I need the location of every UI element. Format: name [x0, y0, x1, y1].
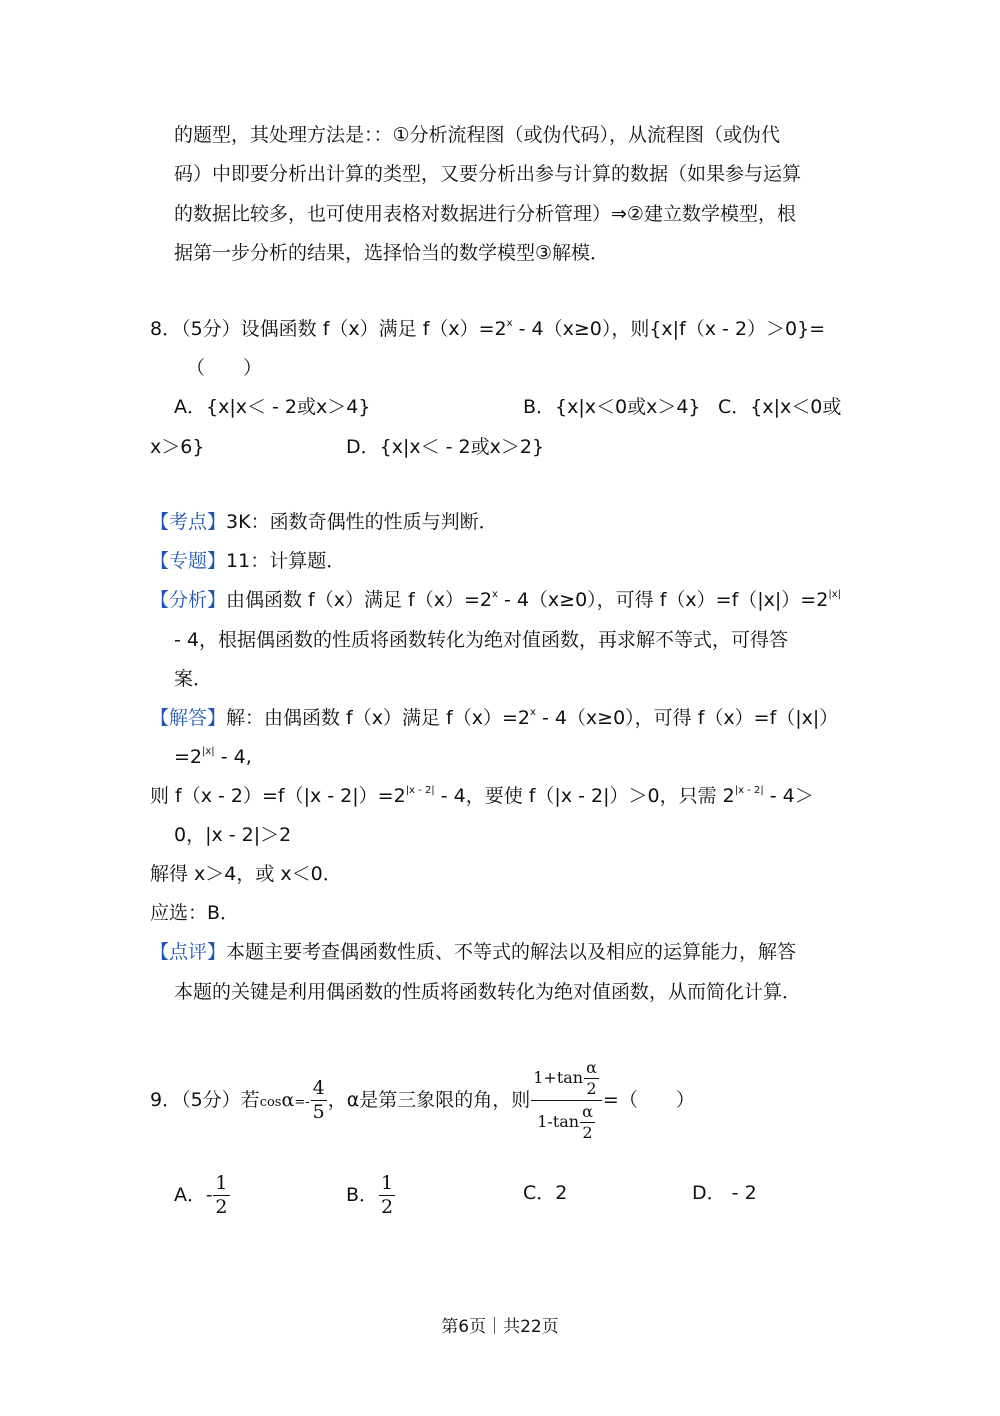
q8-dianping-line-2: 本题的关键是利用偶函数的性质将函数转化为绝对值函数，从而简化计算．: [174, 981, 802, 1003]
q8-jieda-line-2: $=2^{|x|} - 4$,: [174, 746, 252, 768]
q8-jieda-line-3: 则 $f(x - 2)=f(|x - 2|)=2^{|x - 2|} - 4$，要使 f（|x - 2|）＞0，只需 $2^{|x - 2|} - 4>$: [150, 785, 814, 807]
q8-option-c-continued: x＞6}: [150, 436, 205, 458]
q8-dianping: 【点评】本题主要考查偶函数性质、不等式的解法以及相应的运算能力，解答: [150, 941, 797, 963]
dianping-tag: 【点评】: [150, 941, 227, 963]
cos-label: cos: [259, 1095, 282, 1110]
q8-jieda: 【解答】解：由偶函数 f（x）满足 $f(x)=2^x - 4(x\ge 0)$，可得 f（x）=f（|x|）: [150, 707, 839, 729]
q8-stem: 8．（5分）设偶函数 f（x）满足 $f(x)=2^x - 4(x\ge 0)$，则{x|f（x - 2）＞0}=: [150, 318, 826, 340]
q9-option-b: B． $\frac{1}{2}$: [346, 1172, 394, 1218]
q9-option-c: C．2: [523, 1182, 568, 1204]
q8-option-c: C．{x|x＜0或: [718, 396, 842, 418]
jieda-tag: 【解答】: [150, 707, 227, 729]
q8-option-d: D．{x|x＜ - 2或x＞2}: [346, 436, 545, 458]
q8-fenxi-line-3: 案．: [174, 668, 213, 690]
q9-option-a: A．- $\frac{1}{2}$: [174, 1172, 228, 1218]
q9-option-d: D． - 2: [692, 1182, 757, 1204]
q8-jieda-line-4: 0，|x - 2|＞2: [174, 824, 292, 846]
page-footer: 第6页｜共22页: [441, 1317, 559, 1337]
q8-zhuanti: 【专题】11：计算题．: [150, 550, 346, 572]
q8-jieda-line-6: 应选：B．: [150, 902, 240, 924]
tan-expression-fraction: 1+tan $\frac{\alpha}{2}$ 1-tan $\frac{\alpha}{2}$: [531, 1060, 602, 1141]
q9-stem: 9．（5分）若cosα=- $\frac{4}{5}$ ，α是第三象限的角，则 1+tan $\frac{\alpha}{2}$ 1-tan $\frac{\alpha}{2}$ =（ ）: [150, 1058, 695, 1142]
q8-answer-paren: （ ）: [186, 357, 263, 379]
q8-option-b: B．{x|x＜0或x＞4}: [523, 396, 701, 418]
q8-kaodian: 【考点】3K：函数奇偶性的性质与判断．: [150, 511, 498, 533]
kaodian-tag: 【考点】: [150, 511, 227, 533]
prev-text-line-3: 的数据比较多，也可使用表格对数据进行分析管理）⇒②建立数学模型，根: [174, 203, 796, 225]
zhuanti-tag: 【专题】: [150, 550, 227, 572]
fenxi-tag: 【分析】: [150, 589, 227, 611]
prev-text-line-2: 码）中即要分析出计算的类型，又要分析出参与计算的数据（如果参与运算: [174, 163, 802, 185]
cos-value-fraction: $\frac{4}{5}$: [312, 1077, 325, 1123]
q8-jieda-line-5: 解得 x＞4，或 x＜0．: [150, 863, 342, 885]
q8-fenxi-line-2: - 4，根据偶函数的性质将函数转化为绝对值函数，再求解不等式，可得答: [174, 629, 788, 651]
q8-option-a: A．{x|x＜ - 2或x＞4}: [174, 396, 371, 418]
prev-text-line-4: 据第一步分析的结果，选择恰当的数学模型③解模．: [174, 242, 610, 264]
q8-fenxi: 【分析】由偶函数 f（x）满足 $f(x)=2^x - 4(x\ge 0)$，可得 $f(x)=f(|x|)=2^{|x|}$: [150, 589, 841, 611]
prev-text-line-1: 的题型，其处理方法是：：①分析流程图（或伪代码），从流程图（或伪代: [174, 124, 781, 146]
